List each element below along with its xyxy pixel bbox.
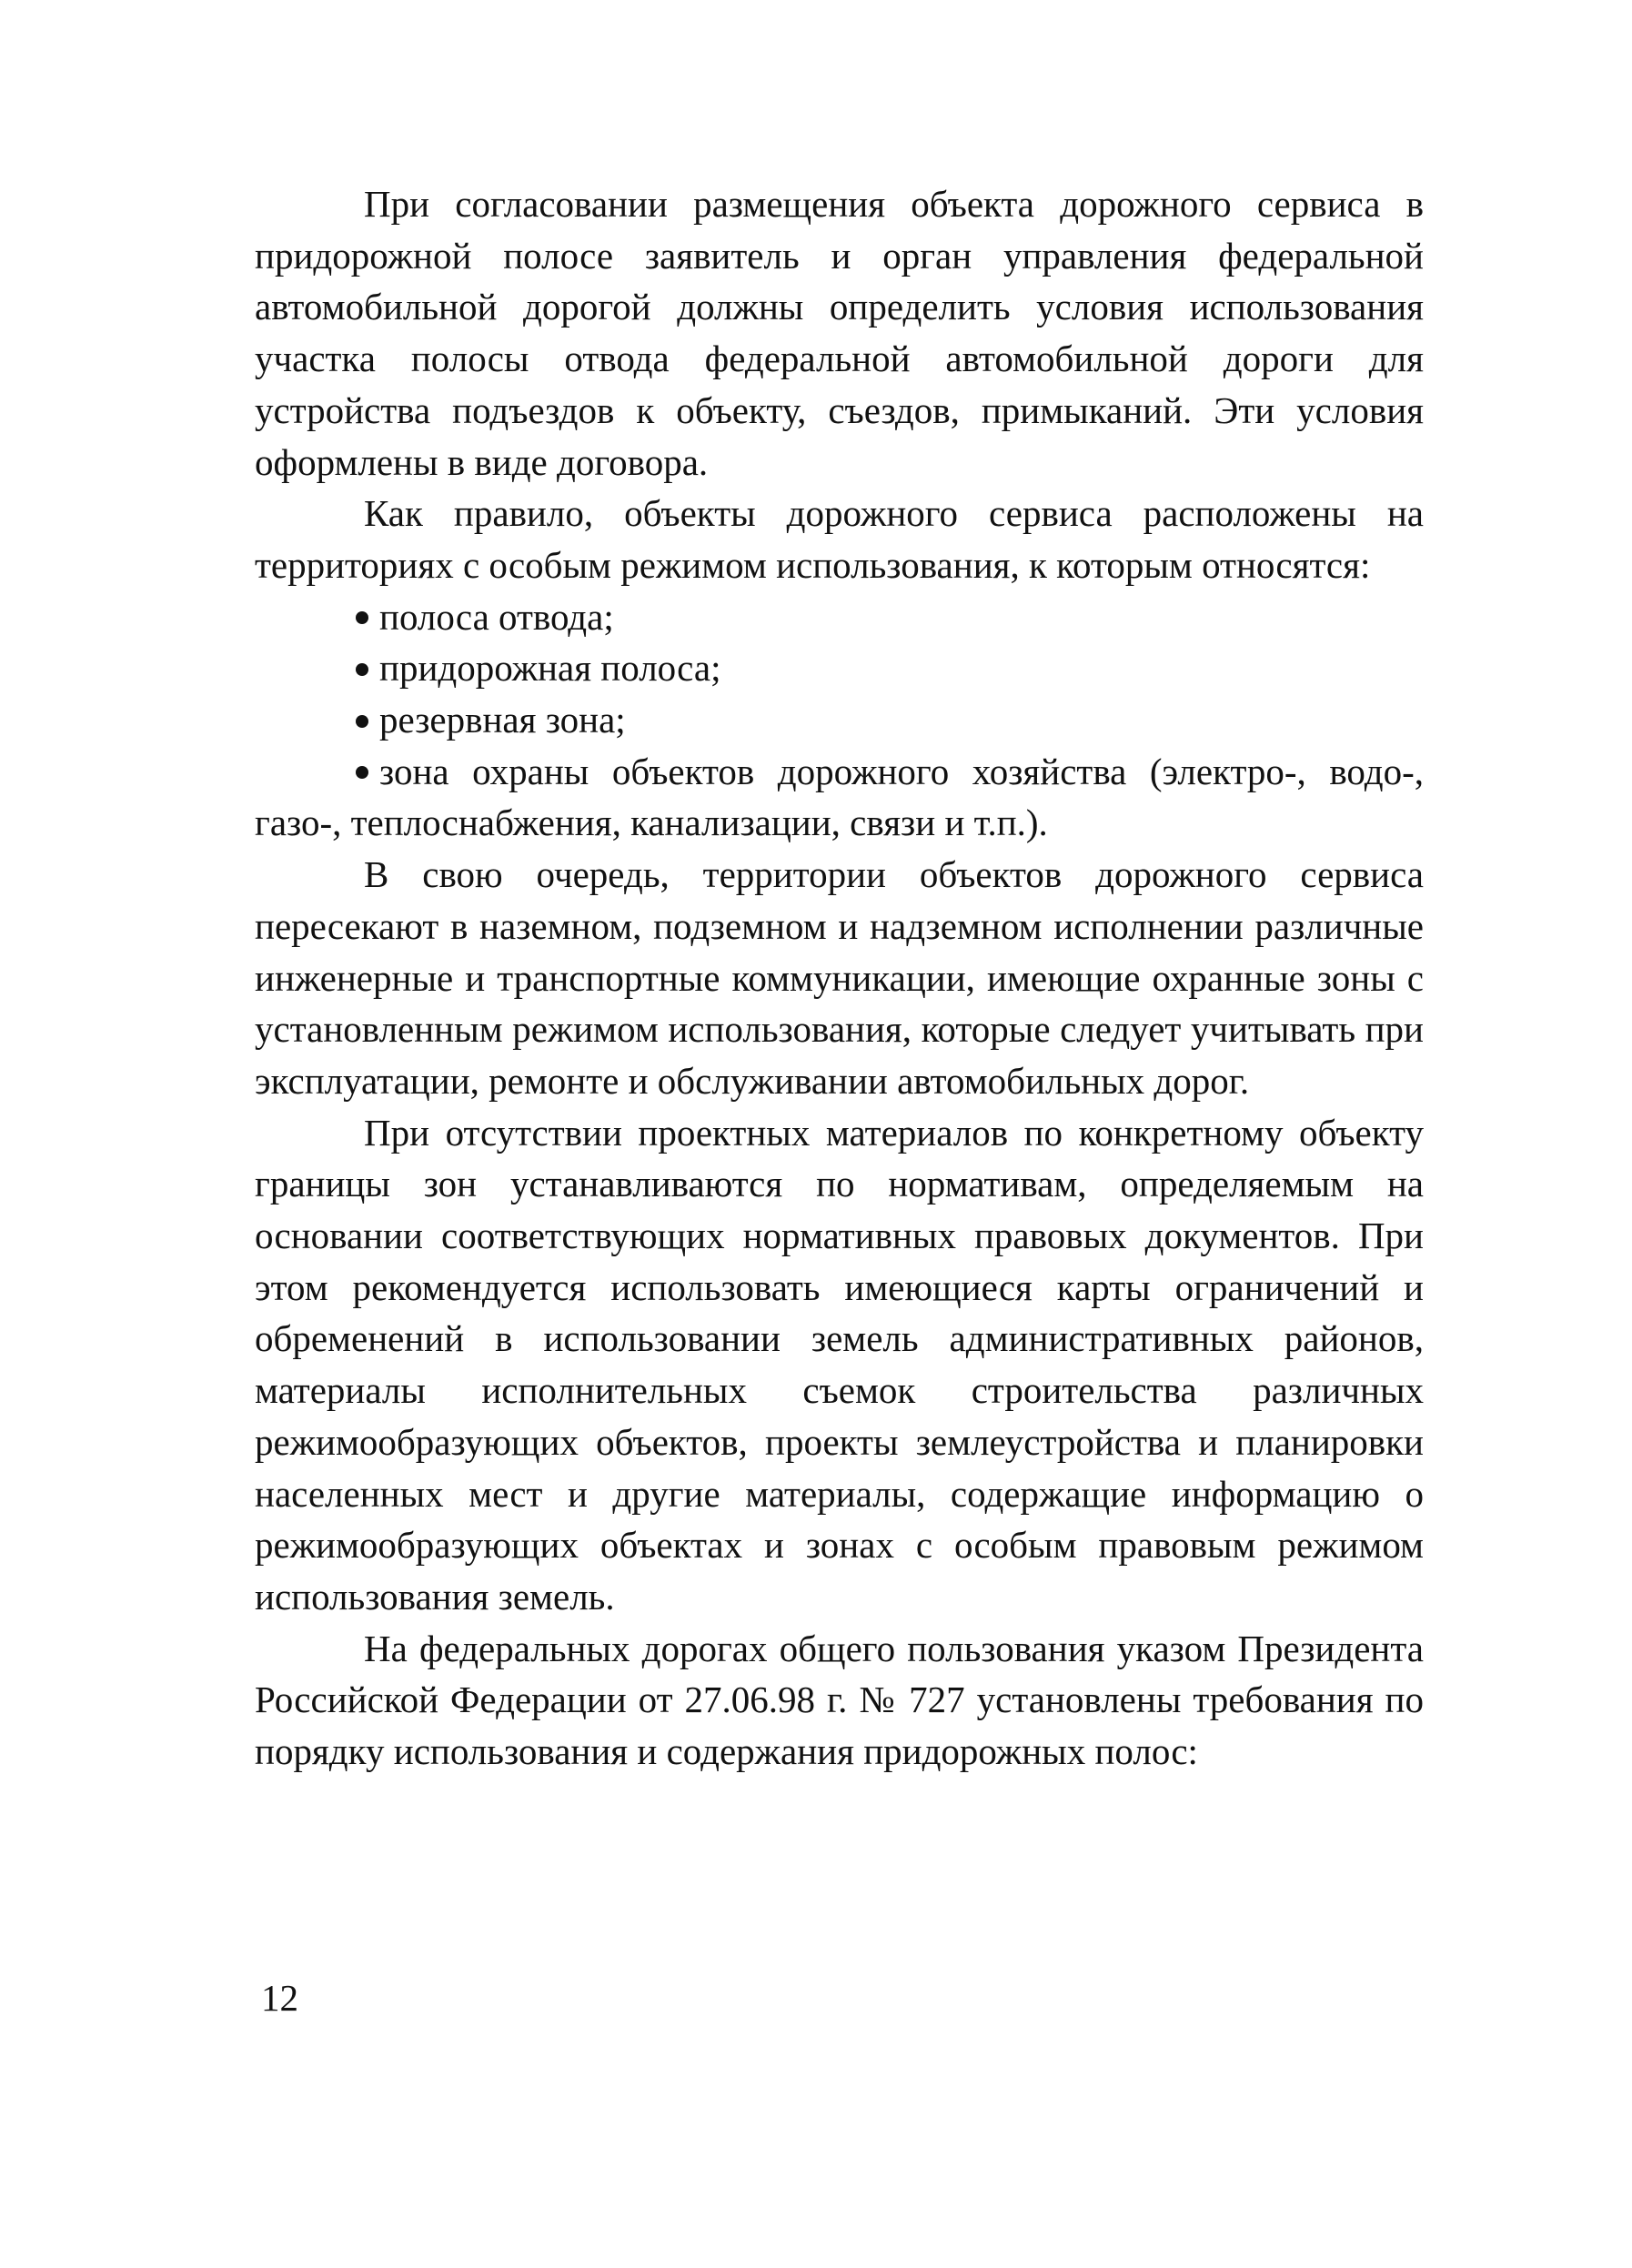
page-number: 12: [261, 1977, 298, 2019]
page-body: [255, 178, 1424, 1778]
paragraph-agreement-conditions: При согласовании размещения объекта дорожного сервиса в придорожной полосе заявитель и орган управления федеральной автомобильной дорогой должны определить условия использования участка полосы отвода федеральной автомобильной дороги для устройства подъездов к объекту, съездов, примыканий. Эти условия оформлены в виде договора.: [255, 183, 1424, 483]
list-item-text: полоса отвода;: [379, 595, 614, 638]
territory-list: [255, 591, 1424, 850]
bullet-icon: [356, 663, 368, 676]
bullet-icon: [356, 715, 368, 728]
bullet-icon: [356, 611, 368, 624]
paragraph-zone-boundaries: При отсутствии проектных материалов по конкретному объекту границы зон устанавливаются по нормативам, определяемым на основании соответствующих нормативных правовых документов. При этом рекомендуется использовать имеющиеся карты ограничений и обременений в использовании земель административных районов, материалы исполнительных съемок строительства различных режимообразующих объектов, проекты землеустройства и планировки населенных мест и другие материалы, содержащие информацию о режимообразующих объектах и зонах с особым правовым режимом использования земель.: [255, 1111, 1424, 1618]
paragraph-engineering-communications: В свою очередь, территории объектов дорожного сервиса пересекают в наземном, подземном и надземном исполнении различные инженерные и транспортные коммуникации, имеющие охранные зоны с установленным режимом использования, которые следует учитывать при эксплуатации, ремонте и обслуживании автомобильных дорог.: [255, 853, 1424, 1102]
bullet-icon: [356, 766, 368, 779]
paragraph-special-territories: Как правило, объекты дорожного сервиса расположены на территориях с особым режимом использования, к которым относятся:: [255, 492, 1424, 586]
list-item-text: зона охраны объектов дорожного хозяйства (электро-, водо-, газо-, теплоснабжения, канализации, связи и т.п.).: [255, 750, 1424, 844]
list-item: [255, 694, 1424, 746]
list-item: [255, 591, 1424, 643]
list-item-text: придорожная полоса;: [379, 647, 721, 690]
paragraph-presidential-decree: На федеральных дорогах общего пользования указом Президента Российской Федерации от 27.06.98 г. № 727 установлены требования по порядку использования и содержания придорожных полос:: [255, 1627, 1424, 1773]
list-item-text: резервная зона;: [379, 699, 626, 741]
list-item: [255, 746, 1424, 849]
list-item: [255, 642, 1424, 694]
